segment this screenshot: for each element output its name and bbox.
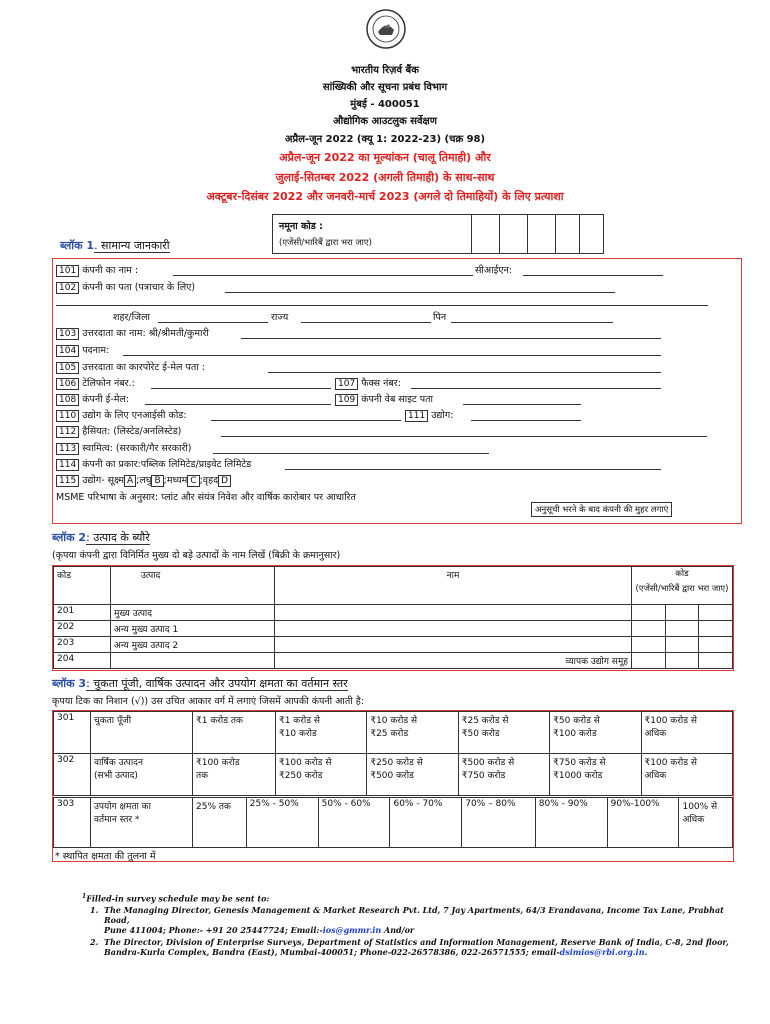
production-option-6[interactable]: ₹100 करोड से अधिक [641, 754, 732, 796]
capacity-option-6[interactable]: 80% - 90% [535, 798, 607, 848]
msme-note: MSME परिभाषा के अनुसार: प्लांट और संयंत्र निवेश और वार्षिक कारोबार पर आधारित [56, 492, 356, 503]
header-line4: औद्योगिक आउटलुक सर्वेक्षण [333, 116, 437, 127]
header-red-line3: अक्टूबर-दिसंबर 2022 और जनवरी-मार्च 2023 (अगले दो तिमाहियों) के लिए प्रत्याशा [206, 190, 564, 203]
product-table [53, 566, 733, 669]
agency-code-cell[interactable] [699, 605, 733, 621]
city-input[interactable] [158, 322, 268, 323]
field-109-label: कंपनी वेब साइट पता [361, 394, 434, 405]
footer-address-2-line2: Bandra-Kurla Complex, Bandra (East), Mumbai-400051; Phone-022-26578386, 022-26571555; email- [104, 947, 560, 957]
field-102-num: 102 [56, 282, 79, 294]
agency-code-cell[interactable] [699, 653, 733, 669]
field-112-label: हैसियत: (लिस्टेड/अनलिस्टेड) [82, 426, 182, 437]
capacity-footnote: * स्थापित क्षमता की तुलना में [55, 851, 156, 862]
field-102-label: कंपनी का पता (पत्राचार के लिए) [82, 282, 196, 293]
row-301-code: 301 [54, 712, 91, 754]
capacity-option-8[interactable]: 100% से अधिक [679, 798, 733, 848]
block2-title [52, 530, 150, 545]
block1-title [60, 238, 170, 253]
product-name-input[interactable] [275, 605, 632, 621]
row-302-label: वार्षिक उत्पादन (सभी उत्पाद) [91, 754, 193, 796]
pin-label: पिन [433, 312, 447, 323]
state-label: राज्य [271, 312, 289, 323]
capacity-option-1[interactable]: 25% तक [193, 798, 247, 848]
company-address-line2-input[interactable] [56, 305, 708, 306]
field-111-label: उद्योग: [431, 410, 454, 421]
row-product: अन्य मुख्य उत्पाद 1 [111, 621, 275, 637]
field-113-num: 113 [56, 443, 79, 455]
respondent-email-input[interactable] [268, 372, 661, 373]
field-107-num: 107 [335, 378, 358, 390]
capacity-option-3[interactable]: 50% - 60% [318, 798, 390, 848]
col-agency-code-header [632, 567, 733, 605]
footer-address-1 [104, 905, 744, 935]
field-106-label: टेलिफोन नंबर.: [82, 378, 135, 389]
field-101-num: 101 [56, 265, 79, 277]
field-105-label: उत्तरदाता का कारपोरेट ई-मेल पता : [82, 362, 205, 373]
website-input[interactable] [463, 404, 581, 405]
table-row [54, 605, 733, 621]
agency-code-cell[interactable] [632, 621, 666, 637]
header-line5: अप्रैल-जून 2022 (क्यू 1: 2022-23) (चक्र 98) [284, 134, 486, 145]
field-106-num: 106 [56, 378, 79, 390]
rbi-emblem [365, 8, 407, 50]
field-101-label: कंपनी का नाम : [82, 265, 139, 276]
row-301-label: चुकता पूँजी [91, 712, 193, 754]
row-code: 201 [54, 605, 111, 621]
field-113-label: स्वामित्व: (सरकारी/गैर सरकारी) [82, 443, 192, 454]
pin-input[interactable] [451, 322, 613, 323]
broad-industry-group-label: व्यापक उद्योग समूह [275, 653, 632, 669]
sample-code-input[interactable] [472, 215, 602, 253]
row-code: 202 [54, 621, 111, 637]
field-115-label: उद्योग- सूक्ष्म [82, 475, 124, 486]
option-a-box[interactable]: A [124, 475, 136, 487]
field-114-label: कंपनी का प्रकार:पब्लिक लिमिटेड/प्राइवेट लिमिटेड [82, 459, 252, 470]
cin-input[interactable] [523, 275, 663, 276]
rbi-email-link[interactable]: dsimios@rbi.org.in [559, 947, 645, 957]
row-product [111, 653, 275, 669]
option-c-box[interactable]: C [187, 475, 199, 487]
field-108-num: 108 [56, 394, 79, 406]
row-code: 204 [54, 653, 111, 669]
capital-option-5[interactable]: ₹50 करोड से ₹100 करोड [550, 712, 641, 754]
header-red-line2: जुलाई-सितम्बर 2022 (अगली तिमाही) के साथ-साथ [275, 171, 495, 184]
agency-code-cell[interactable] [699, 637, 733, 653]
table-row [54, 653, 733, 669]
footer-intro [82, 893, 269, 904]
block2-box [52, 565, 734, 671]
field-112-num: 112 [56, 426, 79, 438]
company-name-input[interactable] [173, 275, 473, 276]
block3-title-text: : चुकता पूंजी, वार्षिक उत्पादन और उपयोग क्षमता का वर्तमान स्तर [86, 677, 348, 690]
production-option-3[interactable]: ₹250 करोड से ₹500 करोड [367, 754, 458, 796]
madhyam-label: ;मध्यम [163, 475, 188, 486]
production-option-1[interactable]: ₹100 करोड तक [193, 754, 276, 796]
footer-andor: And/or [384, 925, 415, 935]
capacity-option-4[interactable]: 60% - 70% [390, 798, 462, 848]
footer-address-2-line1: The Director, Division of Enterprise Surveys, Department of Statistics and Information Management, Reserve Bank of India, C-8, 2nd floor, [104, 937, 729, 947]
production-option-5[interactable]: ₹750 करोड से ₹1000 करोड [550, 754, 641, 796]
capacity-utilisation-table [53, 797, 733, 848]
laghu-label: ;लघु [136, 475, 152, 486]
agency-code-cell[interactable] [632, 637, 666, 653]
production-option-2[interactable]: ₹100 करोड से ₹250 करोड [275, 754, 366, 796]
block2-num: ब्लॉक 2 [52, 531, 87, 544]
footer-num-2: 2. [90, 937, 99, 947]
field-111-num: 111 [405, 410, 428, 422]
field-110-num: 110 [56, 410, 79, 422]
company-address-input[interactable] [225, 292, 615, 293]
option-d-box[interactable]: D [218, 475, 231, 487]
block1-box [52, 258, 742, 524]
capacity-option-5[interactable]: 70% – 80% [462, 798, 535, 848]
block3-box [52, 710, 734, 862]
header-line3: मुंबई - 400051 [350, 99, 420, 110]
block2-title-text: : उत्पाद के ब्यौरे [86, 531, 150, 544]
block3-instructions: कृपया टिक का निशान (√)) उस उचित आकार वर्ग में लगाएं जिसमें आपकी कंपनी आती है: [52, 696, 364, 707]
footer-intro-text: Filled-in survey schedule may be sent to: [86, 893, 270, 904]
footer-address-1-line2: Pune 411004; Phone:- +91 20 25447724; Email:- [104, 925, 323, 935]
field-109-num: 109 [335, 394, 358, 406]
agency-code-cell[interactable] [699, 621, 733, 637]
block2-instructions: (कृपया कंपनी द्वारा विनिर्मित मुख्य दो बड़े उत्पादों के नाम लिखें (बिक्री के क्रमानुसार) [52, 550, 341, 561]
field-104-num: 104 [56, 345, 79, 357]
col-name-header: नाम [275, 567, 632, 605]
row-303-label: उपयोग क्षमता का वर्तमान स्तर * [91, 798, 193, 848]
field-115-num: 115 [56, 475, 79, 487]
city-label: शहर/जिला [113, 312, 151, 323]
capital-option-4[interactable]: ₹25 करोड से ₹50 करोड [458, 712, 549, 754]
cin-label: सीआईएन: [475, 265, 512, 276]
telephone-input[interactable] [151, 388, 331, 389]
product-name-input[interactable] [275, 637, 632, 653]
row-product: मुख्य उत्पाद [111, 605, 275, 621]
designation-input[interactable] [123, 355, 661, 356]
col-code2-title: कोड [675, 569, 689, 579]
row-302-code: 302 [54, 754, 91, 796]
col-product-header: उत्पाद [111, 567, 275, 605]
capital-option-3[interactable]: ₹10 करोड से ₹25 करोड [367, 712, 458, 754]
gmmr-email-link[interactable]: ios@gmmr.in [322, 925, 382, 935]
footer-period: . [644, 947, 648, 957]
row-product: अन्य मुख्य उत्पाद 2 [111, 637, 275, 653]
company-type-input[interactable] [285, 469, 661, 470]
product-name-input[interactable] [275, 621, 632, 637]
sample-code-label: नमूना कोड : [279, 221, 323, 232]
fax-input[interactable] [411, 388, 661, 389]
ownership-input[interactable] [213, 453, 489, 454]
field-108-label: कंपनी ई-मेल: [82, 394, 130, 405]
company-email-input[interactable] [145, 404, 331, 405]
header-line2: सांख्यिकी और सूचना प्रबंध विभाग [322, 82, 448, 93]
agency-code-cell[interactable] [665, 637, 699, 653]
field-103-label: उत्तरदाता का नाम: श्री/श्रीमती/कुमारी [82, 328, 209, 339]
agency-code-cell[interactable] [665, 605, 699, 621]
footer-address-2 [104, 937, 744, 957]
agency-code-cell[interactable] [665, 621, 699, 637]
header-red-line1: अप्रैल-जून 2022 का मूल्यांकन (चालू तिमाही) और [279, 151, 491, 164]
capacity-option-2[interactable]: 25% - 50% [246, 798, 318, 848]
agency-code-cell[interactable] [665, 653, 699, 669]
status-input[interactable] [221, 436, 707, 437]
field-110-label: उद्योग के लिए एनआईसी कोड: [82, 410, 187, 421]
footer-sup: 1 [82, 893, 87, 900]
company-seal-box: अनुसूची भरने के बाद कंपनी की मुहर लगाएं [531, 502, 672, 517]
block3-num: ब्लॉक 3 [52, 677, 87, 690]
capital-option-2[interactable]: ₹1 करोड से ₹10 करोड [275, 712, 366, 754]
agency-code-cell[interactable] [632, 605, 666, 621]
capital-option-6[interactable]: ₹100 करोड से अधिक [641, 712, 732, 754]
field-103-num: 103 [56, 328, 79, 340]
field-107-label: फैक्स नंबर: [361, 378, 401, 389]
row-303-code: 303 [54, 798, 91, 848]
sample-code-note: (एजेंसी/भारिबैं द्वारा भरा जाए) [279, 238, 372, 248]
block1-title-text: . सामान्य जानकारी [94, 239, 170, 252]
table-row [54, 637, 733, 653]
block3-title [52, 676, 348, 691]
table-row [54, 621, 733, 637]
production-option-4[interactable]: ₹500 करोड से ₹750 करोड [458, 754, 549, 796]
paid-up-capital-table [53, 711, 733, 796]
vrihad-label: ;वृहद [199, 475, 219, 486]
col-code-header: कोड [54, 567, 111, 605]
sample-code-box [272, 214, 604, 254]
header-line1: भारतीय रिज़र्व बैंक [351, 65, 419, 76]
industry-input[interactable] [471, 420, 581, 421]
row-code: 203 [54, 637, 111, 653]
field-114-num: 114 [56, 459, 79, 471]
col-code2-note: (एजेंसी/भारिबैं द्वारा भरा जाए) [635, 584, 729, 594]
capacity-option-7[interactable]: 90%-100% [607, 798, 679, 848]
option-b-box[interactable]: B [151, 475, 163, 487]
footer-address-1-line1: The Managing Director, Genesis Management & Market Research Pvt. Ltd, 7 Jay Apartments, 64/3 Erandavana, Income Tax Lane, Prabhat Road, [104, 905, 724, 925]
respondent-name-input[interactable] [241, 338, 661, 339]
footer-num-1: 1. [90, 905, 99, 915]
state-input[interactable] [301, 322, 431, 323]
field-104-label: पदनाम: [82, 345, 110, 356]
field-105-num: 105 [56, 362, 79, 374]
nic-code-input[interactable] [211, 420, 401, 421]
block1-num: ब्लॉक 1 [60, 239, 95, 252]
capital-option-1[interactable]: ₹1 करोड तक [193, 712, 276, 754]
agency-code-cell[interactable] [632, 653, 666, 669]
